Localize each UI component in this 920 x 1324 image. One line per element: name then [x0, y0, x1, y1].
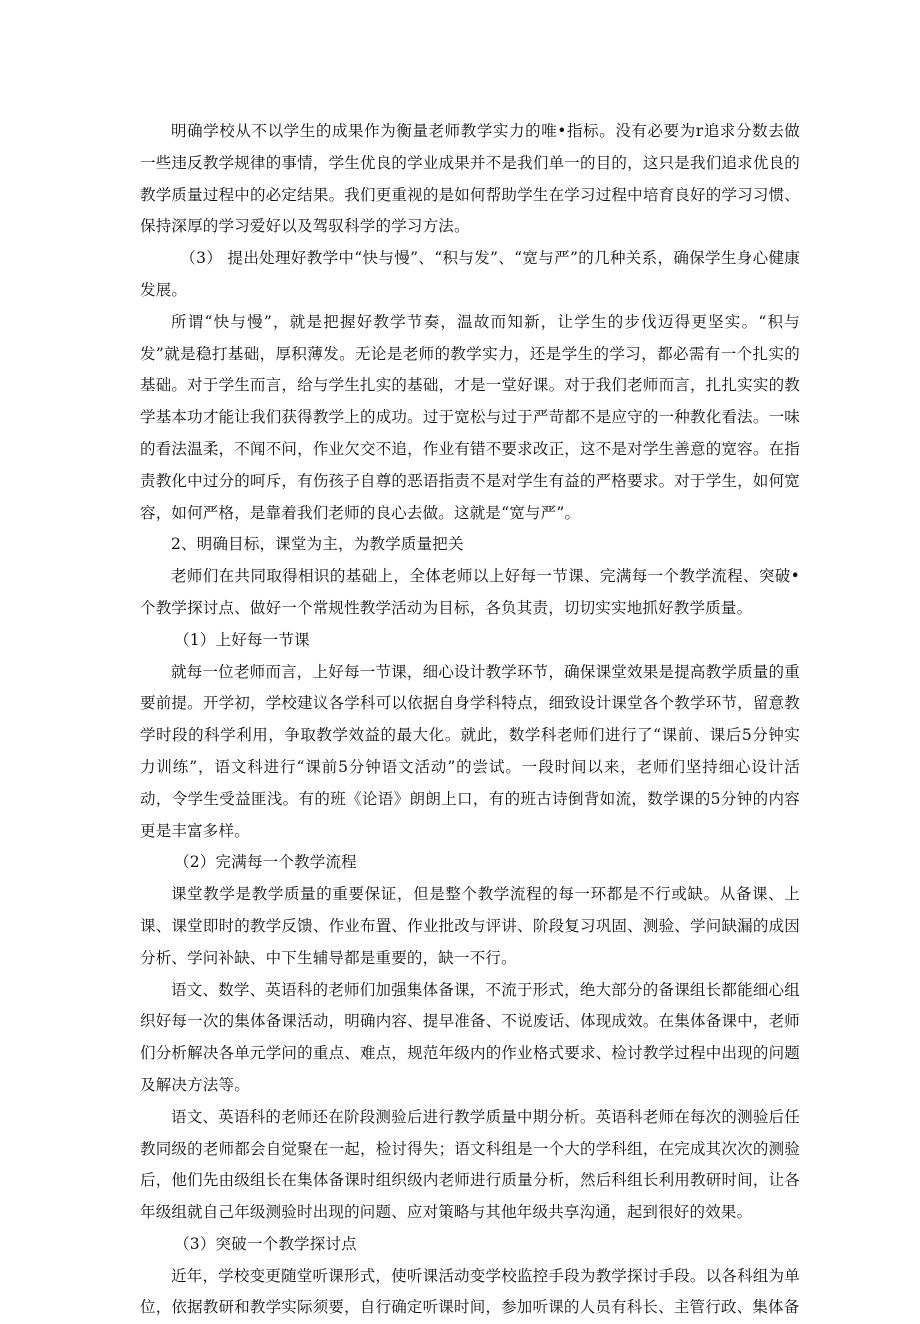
- paragraph-common-understanding: 老师们在共同取得相识的基础上，全体老师以上好每一节课、完满每一个教学流程、突破•个教学探讨点、做好一个常规性教学活动为目标，各负其责，切切实实地抓好教学质量。: [140, 567, 800, 617]
- paragraph-collective-preparation: 语文、数学、英语科的老师们加强集体备课，不流于形式，绝大部分的备课组长都能细心组织好每一次的集体备课活动，明确内容、提早准备、不说废话、体现成效。在集体备课中，老师们分析解决各单元学问的重点、难点，规范年级内的作业格式要求、检讨教学过程中出现的问题及解决方法等。: [140, 980, 800, 1094]
- paragraph-quality-analysis: 语文、英语科的老师还在阶段测验后进行教学质量中期分析。英语科老师在每次的测验后任教同级的老师都会自觉聚在一起，检讨得失；语文科组是一个大的学科组，在完成其次次的测验后，他们先由级组长在集体备课时组织级内老师进行质量分析，然后科组长利用教研时间，让各年级组就自己年级测验时出现的问题、应对策略与其他年级共享沟通，起到很好的效果。: [140, 1107, 800, 1222]
- paragraph-relations: 所谓“快与慢”，就是把握好教学节奏，温故而知新，让学生的步伐迈得更坚实。“积与发”就是稳打基础，厚积薄发。无论是老师的教学实力，还是学生的学习，都必需有一个扎实的基础。对于学生而言，给与学生扎实的基础，才是一堂好课。对于我们老师而言，扎扎实实的教学基本功才能让我们获得教学上的成功。过于宽松与过于严苛都不是应守的一种教化看法。一味的看法温柔，不闻不问，作业欠交不追，作业有错不要求改正，这不是对学生善意的宽容。在指责教化中过分的呵斥，有伤孩子自尊的恶语指责不是对学生有益的严格要求。对于学生，如何宽容，如何严格，是靠着我们老师的良心去做。这就是“宽与严”。: [140, 312, 800, 522]
- paragraph-criteria: 明确学校从不以学生的成果作为衡量老师教学实力的唯•指标。没有必要为r追求分数去做一些违反教学规律的事情，学生优良的学业成果并不是我们单一的目的，这只是我们追求优良的教学质量过程中的必定结果。我们更重视的是如何帮助学生在学习过程中培育良好的学习习惯、保持深厚的学习爱好以及驾驭科学的学习方法。: [140, 122, 800, 236]
- document-body: [140, 116, 800, 1324]
- paragraph-lesson-observation: 近年，学校变更随堂听课形式，使听课活动变学校监控手段为教学探讨手段。以各科组为单位，依据教研和教学实际须要，自行确定听课时间，参加听课的人员有科长、主管行政、集体备: [140, 1266, 800, 1317]
- subheading-three-relations: （3） 提出处理好教学中“快与慢”、“积与发”、“宽与严”的几种关系，确保学生身心健康发展。: [140, 249, 800, 299]
- subheading-teaching-process: （2）完满每一个教学流程: [174, 853, 357, 872]
- paragraph-teaching-process: 课堂教学是教学质量的重要保证，但是整个教学流程的每一环都是不行或缺。从备课、上课、课堂即时的教学反馈、作业布置、作业批改与评讲、阶段复习巩固、测验、学问缺漏的成因分析、学问补缺、中下生辅导都是重要的，缺一不行。: [140, 885, 800, 967]
- subheading-every-lesson: （1）上好每一节课: [174, 630, 310, 649]
- paragraph-every-lesson: 就每一位老师而言，上好每一节课，细心设计教学环节，确保课堂效果是提高教学质量的重要前提。开学初，学校建议各学科可以依据自身学科特点，细致设计课堂各个教学环节，留意教学时段的科学利用，争取教学效益的最大化。就此，数学科老师们进行了“课前、课后5分钟实力训练”，语文科进行“课前5分钟语文活动”的尝试。一段时间以来，老师们坚持细心设计活动，令学生受益匪浅。有的班《论语》朗朗上口，有的班古诗倒背如流，数学课的5分钟的内容更是丰富多样。: [140, 662, 800, 840]
- heading-clear-goals: 2、明确目标，课堂为主，为教学质量把关: [171, 535, 464, 554]
- subheading-research-point: （3）突破一个教学探讨点: [174, 1234, 357, 1253]
